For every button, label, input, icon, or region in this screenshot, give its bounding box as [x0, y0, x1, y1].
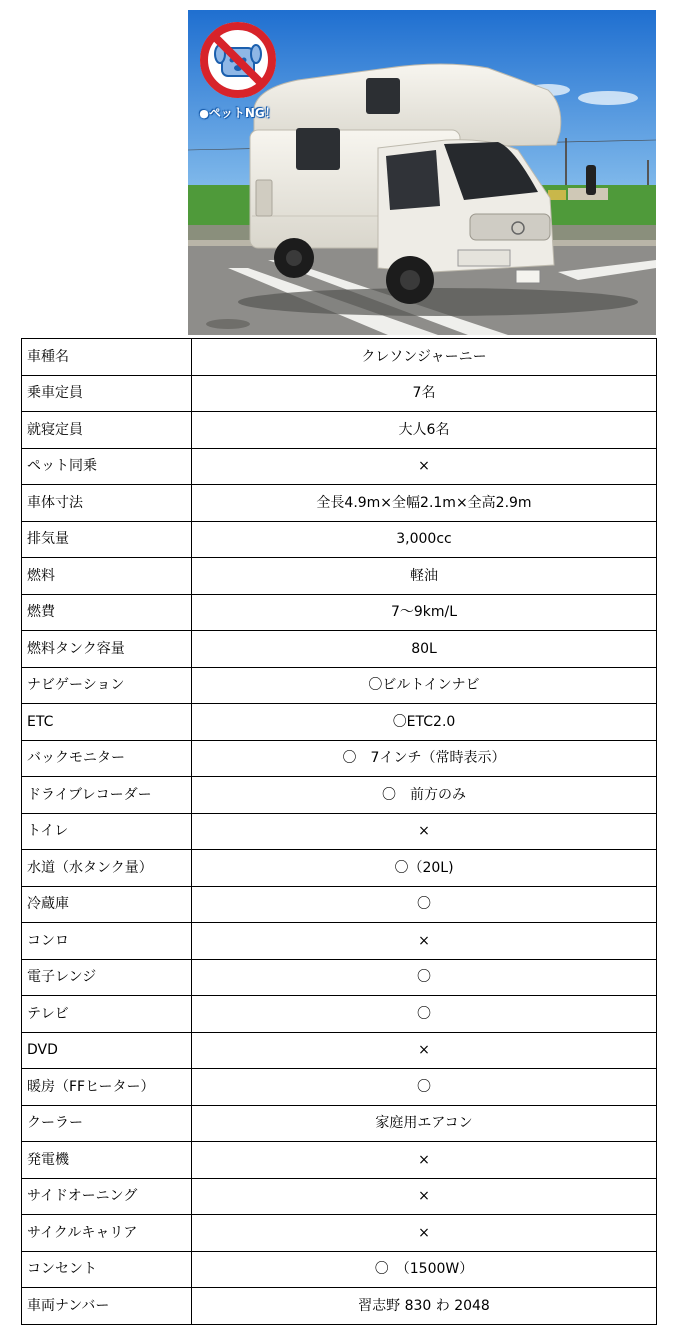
spec-row — [22, 959, 657, 996]
spec-label: バックモニター — [22, 740, 192, 777]
spec-value: × — [192, 1178, 657, 1215]
spec-table-body — [22, 339, 657, 1325]
vehicle-photo — [188, 10, 656, 335]
spec-row — [22, 521, 657, 558]
spec-row — [22, 996, 657, 1033]
spec-value: 習志野 830 わ 2048 — [192, 1288, 657, 1325]
spec-row — [22, 740, 657, 777]
spec-label: クーラー — [22, 1105, 192, 1142]
spec-value: 〇 — [192, 1069, 657, 1106]
spec-value: 軽油 — [192, 558, 657, 595]
spec-row — [22, 704, 657, 741]
spec-label: 水道（水タンク量） — [22, 850, 192, 887]
spec-value: 〇（20L) — [192, 850, 657, 887]
spec-label: 就寝定員 — [22, 412, 192, 449]
spec-value: × — [192, 1032, 657, 1069]
spec-row — [22, 1251, 657, 1288]
spec-value: 〇ETC2.0 — [192, 704, 657, 741]
spec-value: 〇 前方のみ — [192, 777, 657, 814]
spec-row — [22, 923, 657, 960]
spec-value: 〇 （1500W） — [192, 1251, 657, 1288]
spec-value: × — [192, 1215, 657, 1252]
spec-label: 排気量 — [22, 521, 192, 558]
spec-row — [22, 1178, 657, 1215]
pet-ng-badge — [196, 18, 280, 118]
spec-row — [22, 594, 657, 631]
spec-table — [21, 338, 657, 1325]
spec-label: 車体寸法 — [22, 485, 192, 522]
spec-value: 全長4.9m×全幅2.1m×全高2.9m — [192, 485, 657, 522]
spec-value: クレソンジャーニー — [192, 339, 657, 376]
spec-value: × — [192, 448, 657, 485]
spec-row — [22, 813, 657, 850]
spec-row — [22, 1105, 657, 1142]
spec-label: サイクルキャリア — [22, 1215, 192, 1252]
spec-value: 〇 — [192, 996, 657, 1033]
spec-label: 電子レンジ — [22, 959, 192, 996]
spec-label: 冷蔵庫 — [22, 886, 192, 923]
spec-label: ナビゲーション — [22, 667, 192, 704]
spec-row — [22, 850, 657, 887]
spec-label: ペット同乗 — [22, 448, 192, 485]
spec-row — [22, 1288, 657, 1325]
spec-value: 7名 — [192, 375, 657, 412]
no-pet-icon — [196, 18, 280, 102]
spec-row — [22, 375, 657, 412]
badge-text: ペットNG！ — [208, 106, 277, 120]
spec-row — [22, 1069, 657, 1106]
spec-value: 3,000cc — [192, 521, 657, 558]
spec-row — [22, 667, 657, 704]
spec-value: 7～9km/L — [192, 594, 657, 631]
spec-row — [22, 1215, 657, 1252]
spec-label: テレビ — [22, 996, 192, 1033]
spec-label: ドライブレコーダー — [22, 777, 192, 814]
spec-value: 〇ビルトインナビ — [192, 667, 657, 704]
spec-row — [22, 558, 657, 595]
spec-value: 〇 7インチ（常時表示） — [192, 740, 657, 777]
spec-value: 大人6名 — [192, 412, 657, 449]
spec-value: × — [192, 923, 657, 960]
spec-row — [22, 448, 657, 485]
spec-value: × — [192, 1142, 657, 1179]
spec-label: コンロ — [22, 923, 192, 960]
spec-value: × — [192, 813, 657, 850]
spec-label: 燃費 — [22, 594, 192, 631]
spec-label: サイドオーニング — [22, 1178, 192, 1215]
spec-label: コンセント — [22, 1251, 192, 1288]
spec-label: トイレ — [22, 813, 192, 850]
spec-label: 乗車定員 — [22, 375, 192, 412]
spec-label: 暖房（FFヒーター） — [22, 1069, 192, 1106]
spec-label: ETC — [22, 704, 192, 741]
spec-value: 80L — [192, 631, 657, 668]
spec-label: 車両ナンバー — [22, 1288, 192, 1325]
paw-icon: ● — [199, 107, 209, 120]
spec-label: 発電機 — [22, 1142, 192, 1179]
spec-row — [22, 631, 657, 668]
spec-row — [22, 1142, 657, 1179]
spec-value: 家庭用エアコン — [192, 1105, 657, 1142]
spec-row — [22, 412, 657, 449]
spec-row — [22, 485, 657, 522]
spec-row — [22, 339, 657, 376]
spec-label: 燃料タンク容量 — [22, 631, 192, 668]
spec-row — [22, 886, 657, 923]
spec-label: 車種名 — [22, 339, 192, 376]
spec-label: 燃料 — [22, 558, 192, 595]
spec-row — [22, 1032, 657, 1069]
spec-label: DVD — [22, 1032, 192, 1069]
spec-value: 〇 — [192, 886, 657, 923]
spec-value: 〇 — [192, 959, 657, 996]
spec-row — [22, 777, 657, 814]
